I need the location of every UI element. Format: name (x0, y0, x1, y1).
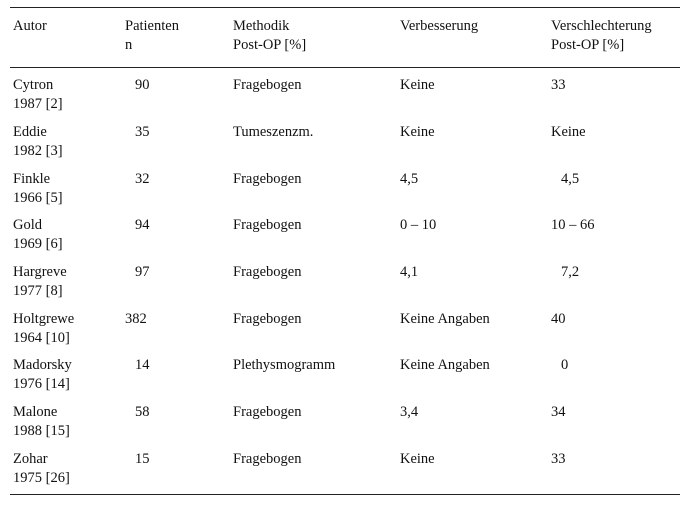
autor-year-ref: 1969 [6] (13, 236, 63, 252)
cell-verschlechterung: 33 (551, 451, 566, 467)
autor-name: Zohar (13, 451, 48, 467)
autor-name: Hargreve (13, 264, 67, 280)
autor-name: Finkle (13, 171, 51, 187)
header-patienten-line2: n (125, 37, 133, 53)
cell-verbesserung: 4,5 (400, 171, 419, 187)
cell-verbesserung: 0 – 10 (400, 217, 437, 233)
table-row (10, 76, 680, 122)
cell-verbesserung: 3,4 (400, 404, 419, 420)
table-row (10, 310, 680, 356)
table-row (10, 450, 680, 496)
cell-verbesserung: 4,1 (400, 264, 419, 280)
autor-name: Eddie (13, 124, 47, 140)
cell-verschlechterung: 4,5 (561, 171, 580, 187)
table-row (10, 403, 680, 449)
cell-verschlechterung: 34 (551, 404, 566, 420)
autor-name: Cytron (13, 77, 54, 93)
table-row (10, 216, 680, 262)
cell-methodik: Fragebogen (233, 171, 302, 187)
table-row (10, 263, 680, 309)
table-row (10, 170, 680, 216)
autor-year-ref: 1977 [8] (13, 283, 63, 299)
cell-methodik: Fragebogen (233, 404, 302, 420)
cell-methodik: Fragebogen (233, 451, 302, 467)
cell-autor (13, 170, 63, 208)
cell-patienten: 90 (135, 77, 150, 93)
autor-year-ref: 1975 [26] (13, 470, 70, 486)
table-row (10, 356, 680, 402)
cell-verschlechterung: Keine (551, 124, 586, 140)
header-verschlechterung-line2: Post-OP [%] (551, 37, 625, 53)
header-methodik (233, 17, 306, 55)
cell-autor (13, 356, 72, 394)
table-top-rule (10, 7, 680, 8)
autor-year-ref: 1976 [14] (13, 376, 70, 392)
autor-year-ref: 1964 [10] (13, 330, 70, 346)
autor-name: Malone (13, 404, 58, 420)
autor-year-ref: 1966 [5] (13, 190, 63, 206)
header-patienten-line1: Patienten (125, 18, 179, 34)
cell-autor (13, 76, 63, 114)
cell-methodik: Fragebogen (233, 264, 302, 280)
cell-patienten: 35 (135, 124, 150, 140)
cell-verschlechterung: 40 (551, 311, 566, 327)
cell-methodik: Fragebogen (233, 77, 302, 93)
cell-patienten: 14 (135, 357, 150, 373)
autor-name: Gold (13, 217, 42, 233)
table-bottom-rule (10, 494, 680, 495)
header-verschlechterung (551, 17, 652, 55)
cell-verbesserung: Keine (400, 77, 435, 93)
cell-patienten: 97 (135, 264, 150, 280)
autor-name: Holtgrewe (13, 311, 75, 327)
header-autor: Autor (13, 18, 47, 34)
cell-verschlechterung: 0 (561, 357, 569, 373)
cell-verschlechterung: 33 (551, 77, 566, 93)
autor-year-ref: 1982 [3] (13, 143, 63, 159)
autor-name: Madorsky (13, 357, 72, 373)
cell-methodik: Tumeszenzm. (233, 124, 314, 140)
cell-autor (13, 450, 70, 488)
cell-autor (13, 403, 70, 441)
cell-patienten: 94 (135, 217, 150, 233)
autor-year-ref: 1988 [15] (13, 423, 70, 439)
cell-autor (13, 123, 63, 161)
header-methodik-line2: Post-OP [%] (233, 37, 307, 53)
cell-verschlechterung: 7,2 (561, 264, 580, 280)
cell-patienten: 15 (135, 451, 150, 467)
header-methodik-line1: Methodik (233, 18, 290, 34)
cell-autor (13, 216, 63, 254)
header-verschlechterung-line1: Verschlechterung (551, 18, 652, 34)
cell-verschlechterung: 10 – 66 (551, 217, 595, 233)
cell-verbesserung: Keine (400, 124, 435, 140)
cell-verbesserung: Keine Angaben (400, 357, 490, 373)
cell-patienten: 32 (135, 171, 150, 187)
table-row (10, 123, 680, 169)
table-header-rule (10, 67, 680, 68)
cell-autor (13, 310, 74, 348)
cell-methodik: Plethysmogramm (233, 357, 336, 373)
cell-patienten: 58 (135, 404, 150, 420)
cell-verbesserung: Keine Angaben (400, 311, 490, 327)
autor-year-ref: 1987 [2] (13, 96, 63, 112)
header-verbesserung: Verbesserung (400, 18, 479, 34)
cell-verbesserung: Keine (400, 451, 435, 467)
cell-patienten: 382 (125, 311, 147, 327)
header-patienten (125, 17, 179, 55)
cell-methodik: Fragebogen (233, 311, 302, 327)
cell-methodik: Fragebogen (233, 217, 302, 233)
cell-autor (13, 263, 67, 301)
